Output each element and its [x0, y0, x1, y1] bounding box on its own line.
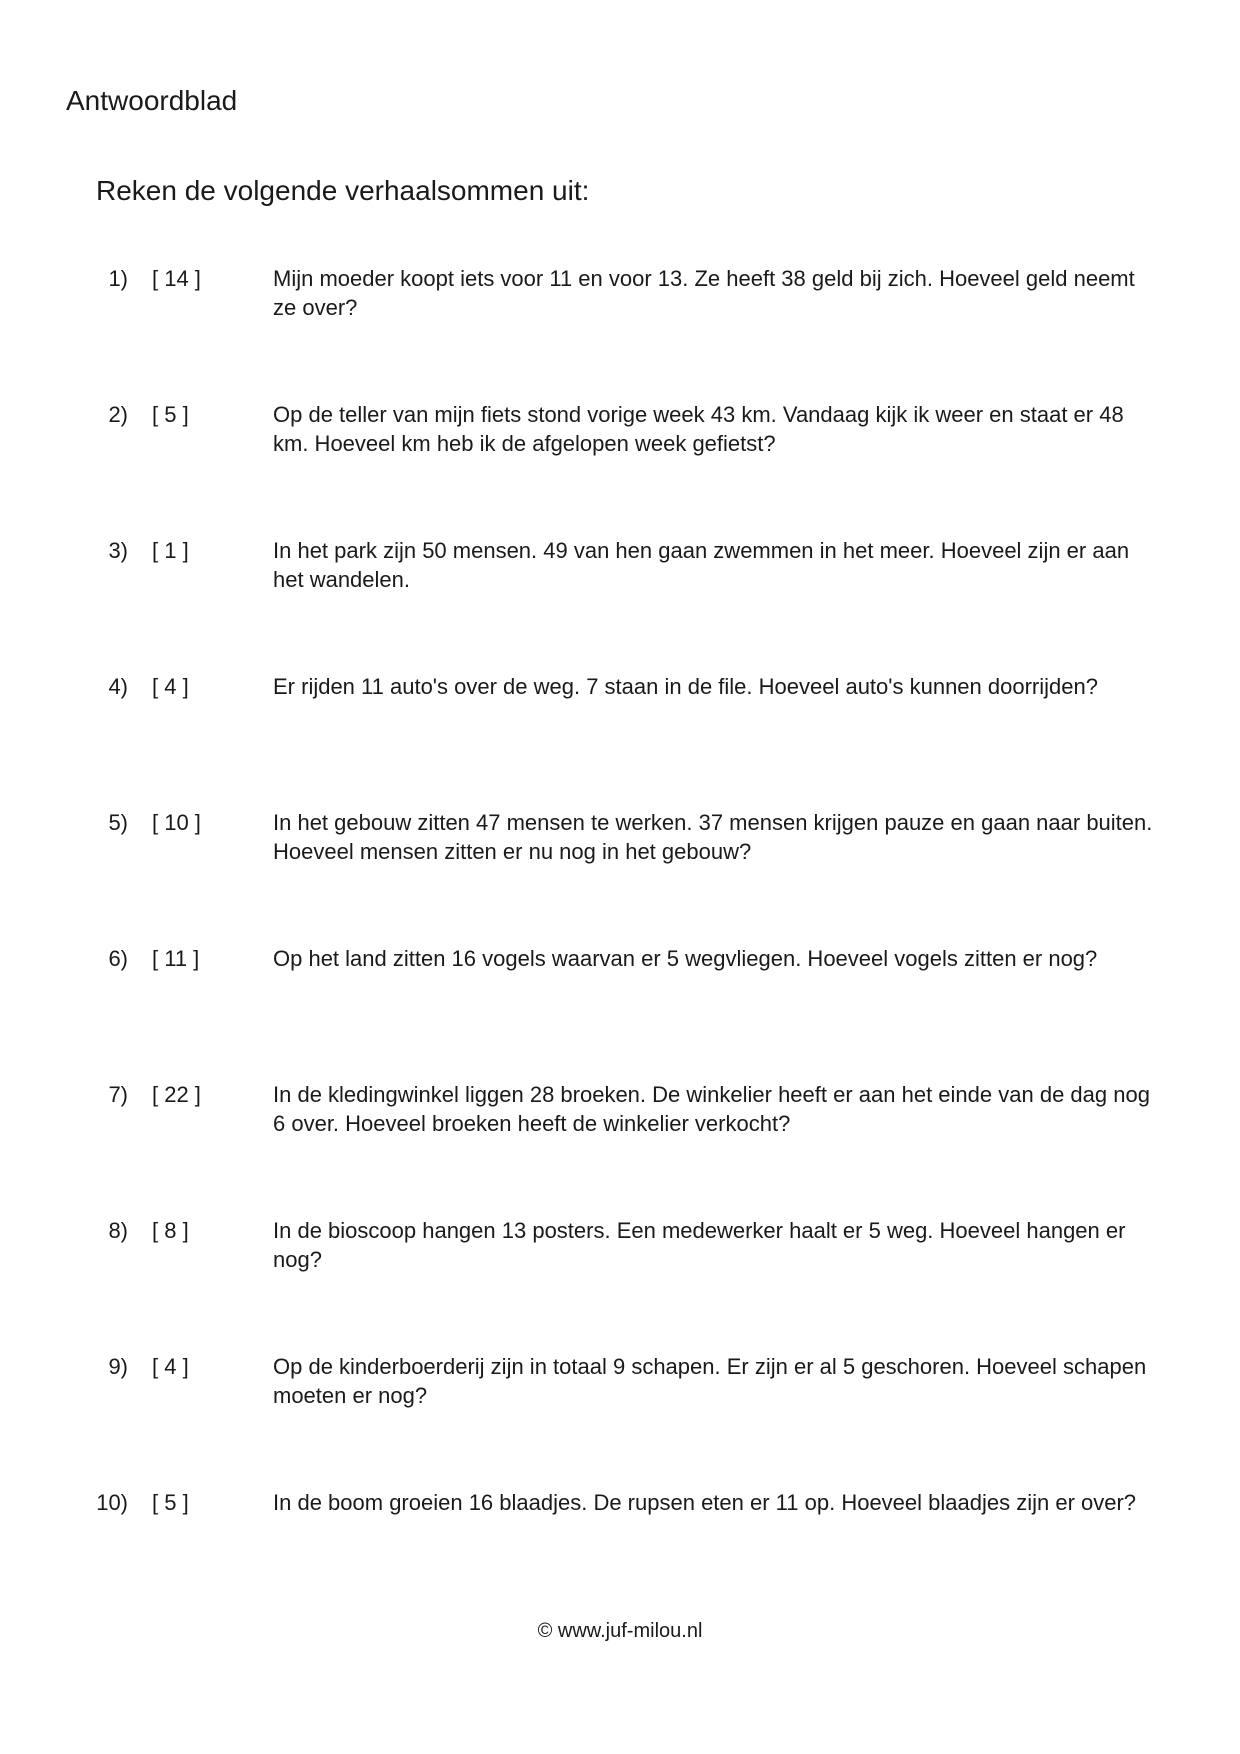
question-text: In het park zijn 50 mensen. 49 van hen gaan zwemmen in het meer. Hoeveel zijn er aan het wandelen. — [273, 538, 1130, 592]
question-number: 7) — [108, 1082, 128, 1107]
question-answer: [ 1 ] — [152, 538, 189, 563]
question-item — [0, 536, 1240, 606]
question-answer: [ 22 ] — [152, 1082, 201, 1107]
question-text: In het gebouw zitten 47 mensen te werken. 37 mensen krijgen pauze en gaan naar buiten. Hoeveel mensen zitten er nu nog in het gebouw? — [273, 810, 1153, 864]
question-item — [0, 1080, 1240, 1150]
question-answer: [ 4 ] — [152, 674, 189, 699]
question-answer: [ 10 ] — [152, 810, 201, 835]
question-number: 2) — [108, 402, 128, 427]
question-text: Er rijden 11 auto's over de weg. 7 staan in de file. Hoeveel auto's kunnen doorrijden? — [273, 674, 1098, 699]
question-item — [0, 264, 1240, 334]
question-answer: [ 5 ] — [152, 402, 189, 427]
question-item — [0, 1488, 1240, 1558]
question-number: 3) — [108, 538, 128, 563]
question-answer: [ 5 ] — [152, 1490, 189, 1515]
question-text: Op de teller van mijn fiets stond vorige week 43 km. Vandaag kijk ik weer en staat er 48 km. Hoeveel km heb ik de afgelopen week gefietst? — [273, 402, 1124, 456]
question-number: 6) — [108, 946, 128, 971]
question-number: 1) — [108, 266, 128, 291]
question-answer: [ 4 ] — [152, 1354, 189, 1379]
question-text: In de boom groeien 16 blaadjes. De rupsen eten er 11 op. Hoeveel blaadjes zijn er over? — [273, 1490, 1137, 1515]
question-item — [0, 1352, 1240, 1422]
page-title: Antwoordblad — [66, 85, 238, 116]
question-text: Mijn moeder koopt iets voor 11 en voor 13. Ze heeft 38 geld bij zich. Hoeveel geld neemt ze over? — [273, 266, 1135, 320]
copyright-footer: © www.juf-milou.nl — [537, 1620, 703, 1642]
question-text: Op het land zitten 16 vogels waarvan er 5 wegvliegen. Hoeveel vogels zitten er nog? — [273, 946, 1098, 971]
question-item — [0, 944, 1240, 1014]
question-number: 10) — [96, 1490, 128, 1515]
question-number: 4) — [108, 674, 128, 699]
question-item — [0, 400, 1240, 470]
question-answer: [ 11 ] — [152, 946, 200, 971]
question-item — [0, 808, 1240, 878]
question-answer: [ 14 ] — [152, 266, 201, 291]
question-text: In de bioscoop hangen 13 posters. Een medewerker haalt er 5 weg. Hoeveel hangen er nog? — [273, 1218, 1126, 1272]
question-number: 8) — [108, 1218, 128, 1243]
question-text: Op de kinderboerderij zijn in totaal 9 schapen. Er zijn er al 5 geschoren. Hoeveel schapen moeten er nog? — [273, 1354, 1147, 1408]
question-item — [0, 672, 1240, 742]
instruction-heading: Reken de volgende verhaalsommen uit: — [96, 175, 590, 206]
question-item — [0, 1216, 1240, 1286]
question-answer: [ 8 ] — [152, 1218, 189, 1243]
question-number: 5) — [108, 810, 128, 835]
question-text: In de kledingwinkel liggen 28 broeken. De winkelier heeft er aan het einde van de dag nog 6 over. Hoeveel broeken heeft de winkelier verkocht? — [273, 1082, 1150, 1136]
question-number: 9) — [108, 1354, 128, 1379]
